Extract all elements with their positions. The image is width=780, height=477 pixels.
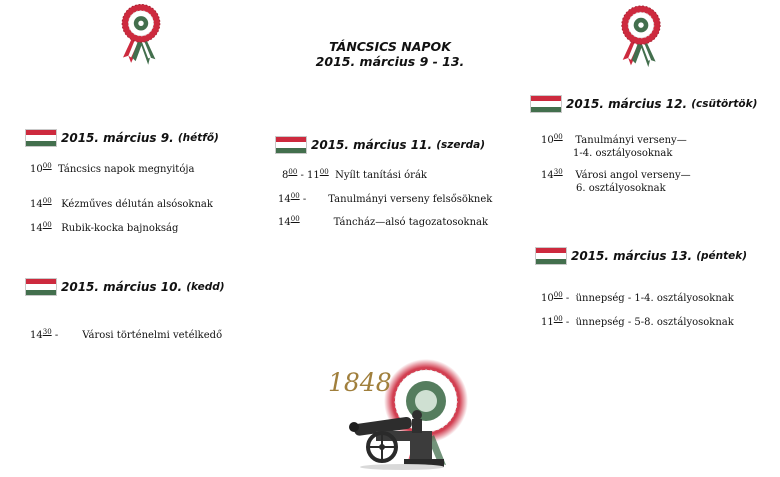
day-date: 2015. március 9.	[61, 131, 174, 145]
day-weekday: (péntek)	[696, 250, 748, 262]
day-weekday: (kedd)	[186, 281, 225, 293]
day-date: 2015. március 13.	[571, 249, 693, 263]
event-item: $10^{00}$ Tanulmányi verseny— 1-4. osztályosoknak	[541, 133, 687, 159]
day-weekday: (csütörtök)	[691, 98, 758, 110]
event-item: $14^{00}$ Rubik-kocka bajnokság	[30, 221, 179, 234]
event-item: $10^{00}$ Táncsics napok megnyitója	[30, 162, 195, 175]
page-title: TÁNCSICS NAPOK	[329, 39, 451, 54]
hungarian-flag-icon	[275, 136, 307, 154]
day-date: 2015. március 11.	[311, 138, 433, 152]
day-date: 2015. március 10.	[61, 280, 183, 294]
event-item: $14^{00}$ - Tanulmányi verseny felsősöknek	[278, 192, 493, 205]
year-1848: 1848	[328, 368, 392, 397]
day-date: 2015. március 12.	[566, 97, 688, 111]
cannon-with-cockade-icon	[318, 355, 478, 473]
hungarian-flag-icon	[25, 278, 57, 296]
day-heading-monday	[25, 129, 219, 147]
event-item: $14^{00}$ Táncház—alsó tagozatosoknak	[278, 215, 489, 228]
day-heading-wednesday	[275, 136, 485, 154]
day-weekday: (szerda)	[436, 139, 486, 151]
event-item: $8^{00} - 11^{00}$ Nyílt tanítási órák	[282, 168, 427, 181]
day-heading-friday	[535, 247, 747, 265]
event-item: $11^{00}$ - ünnepség - 5-8. osztályosoknak	[541, 315, 734, 328]
day-weekday: (hétfő)	[177, 132, 219, 144]
hungarian-flag-icon	[530, 95, 562, 113]
event-item: $10^{00}$ - ünnepség - 1-4. osztályosoknak	[541, 291, 734, 304]
page-subtitle-dates: 2015. március 9 - 13.	[315, 54, 465, 69]
hungarian-flag-icon	[535, 247, 567, 265]
event-item: $14^{00}$ Kézműves délután alsósoknak	[30, 197, 213, 210]
hungarian-flag-icon	[25, 129, 57, 147]
event-item: $14^{30}$ - Városi történelmi vetélkedő	[30, 328, 223, 341]
day-heading-thursday	[530, 95, 757, 113]
day-heading-tuesday	[25, 278, 225, 296]
event-item: $14^{30}$ Városi angol verseny— 6. osztályosoknak	[541, 168, 691, 194]
